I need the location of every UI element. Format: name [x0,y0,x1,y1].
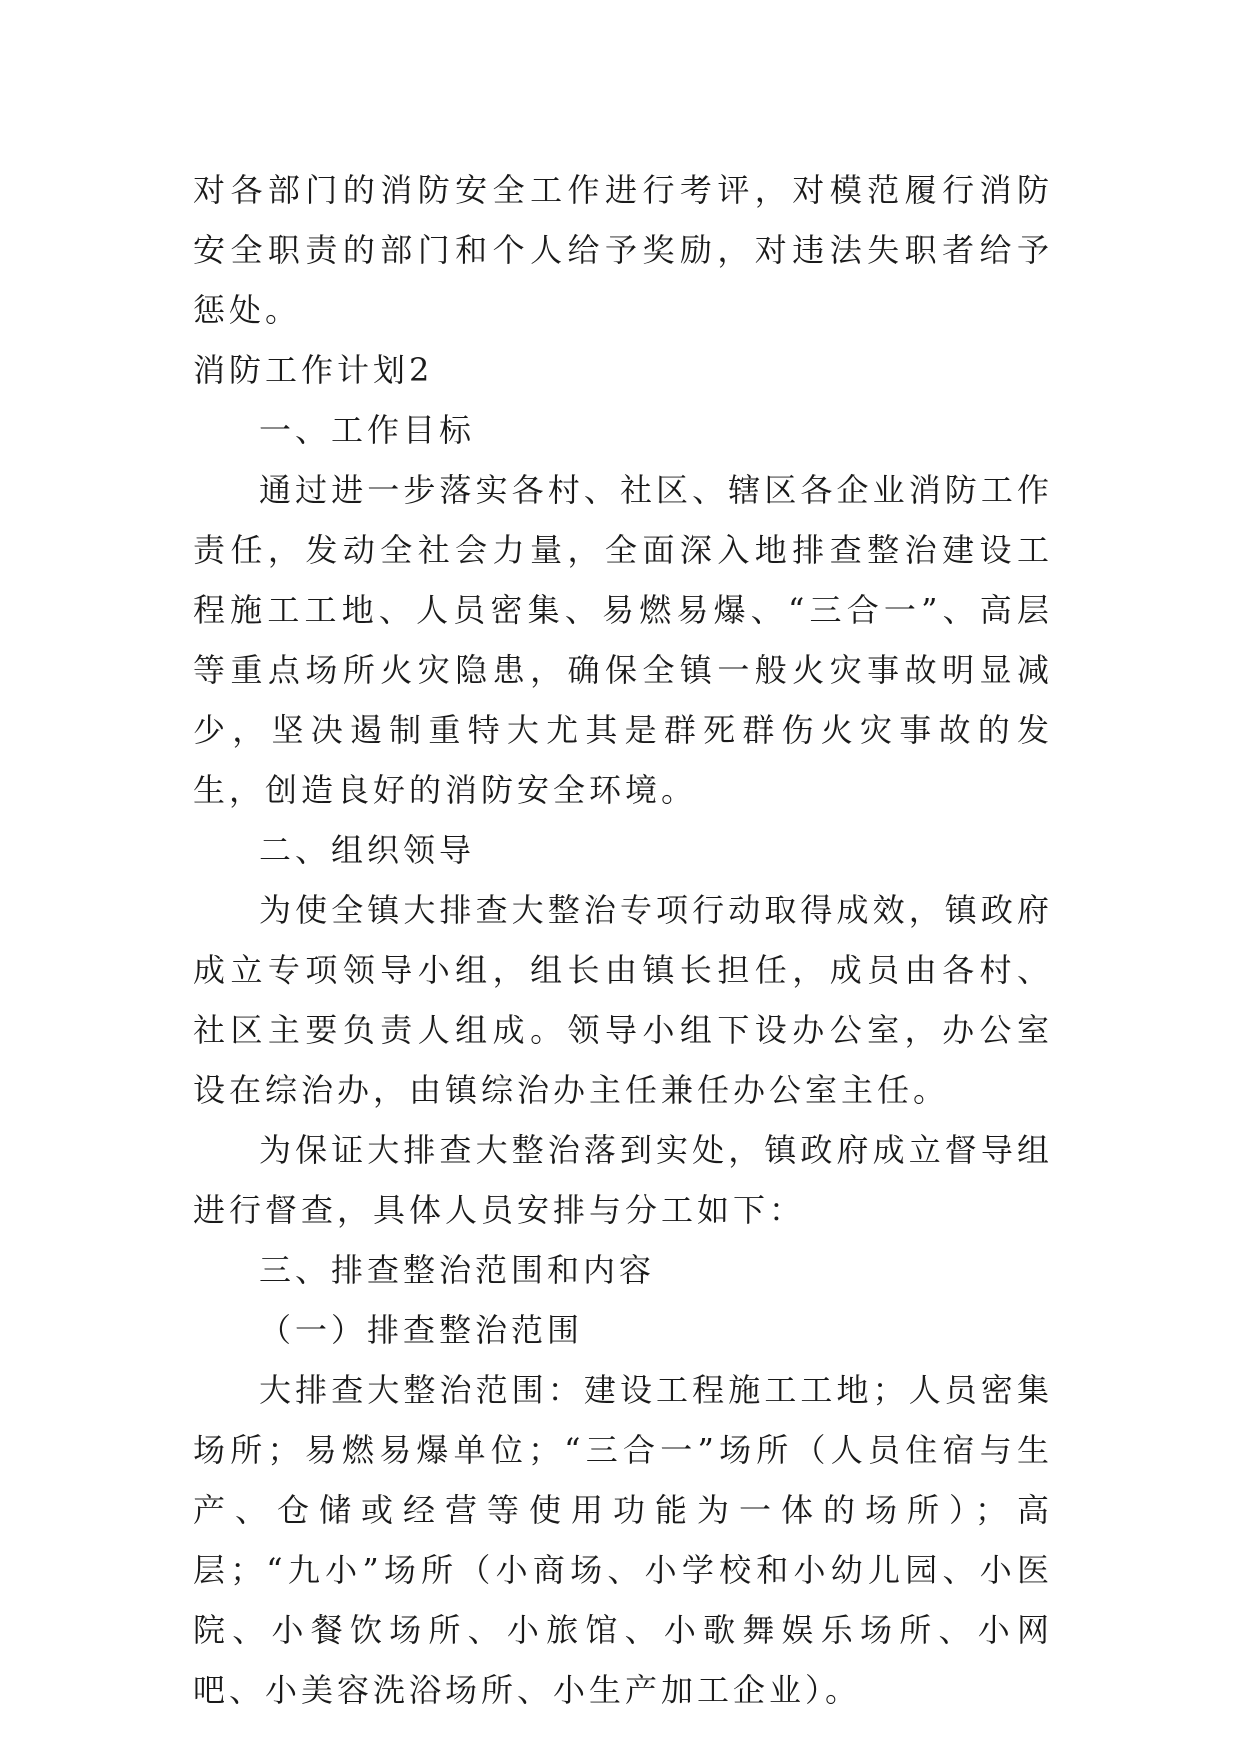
paragraph-work-goal: 通过进一步落实各村、社区、辖区各企业消防工作责任，发动全社会力量，全面深入地排查整治建设工程施工工地、人员密集、易燃易爆、“三合一”、高层等重点场所火灾隐患，确保全镇一般火灾事故明显减少，坚决遏制重特大尤其是群死群伤火灾事故的发生，创造良好的消防安全环境。 [193,471,1053,809]
heading-work-goal: 一、工作目标 [259,411,476,449]
subheading-scope: （一）排查整治范围 [259,1311,584,1349]
heading-organization: 二、组织领导 [259,831,476,869]
heading-scope-and-content: 三、排查整治范围和内容 [259,1251,656,1289]
document-body [193,160,1053,1720]
paragraph-supervision-group: 为保证大排查大整治落到实处，镇政府成立督导组进行督查，具体人员安排与分工如下： [193,1131,1053,1229]
paragraph-leading-group: 为使全镇大排查大整治专项行动取得成效，镇政府成立专项领导小组，组长由镇长担任，成员由各村、社区主要负责人组成。领导小组下设办公室，办公室设在综治办，由镇综治办主任兼任办公室主任。 [193,891,1053,1109]
paragraph-scope: 大排查大整治范围：建设工程施工工地；人员密集场所；易燃易爆单位；“三合一”场所（人员住宿与生产、仓储或经营等使用功能为一体的场所）；高层；“九小”场所（小商场、小学校和小幼儿园、小医院、小餐饮场所、小旅馆、小歌舞娱乐场所、小网吧、小美容洗浴场所、小生产加工企业）。 [193,1371,1053,1709]
section-title: 消防工作计划2 [193,351,434,389]
paragraph-evaluation: 对各部门的消防安全工作进行考评，对模范履行消防安全职责的部门和个人给予奖励，对违法失职者给予惩处。 [193,171,1053,329]
